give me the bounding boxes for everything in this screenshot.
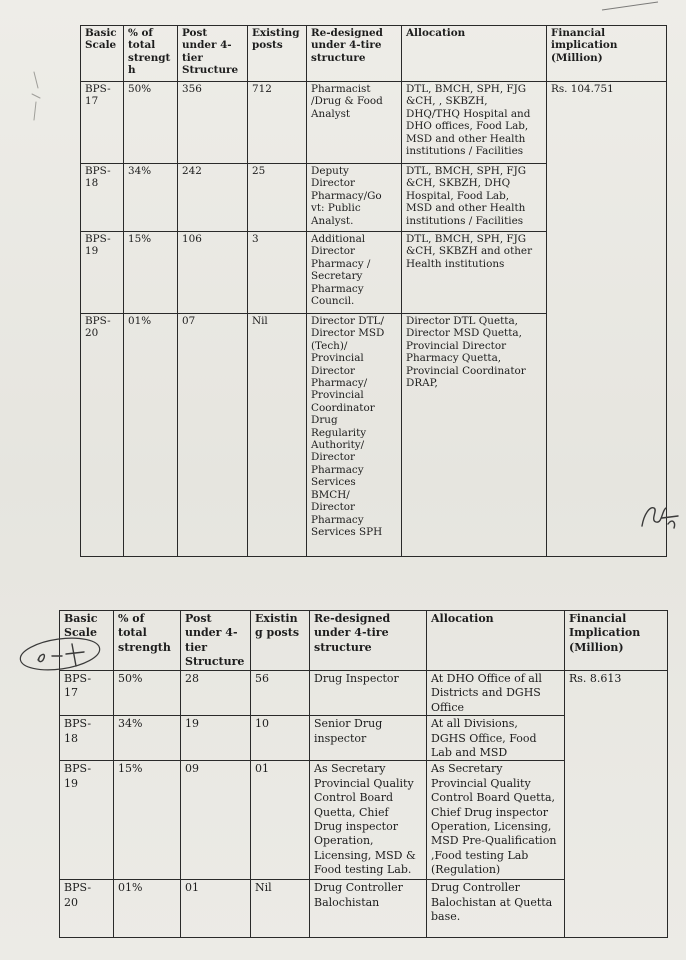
cell-post: 106 (178, 232, 248, 314)
header-post-under-4-tier: Post under 4- tier Structure (181, 611, 251, 671)
header-percent-total-strength: % of total strength (124, 26, 178, 82)
cell-redesigned: Director DTL/ Director MSD (Tech)/ Provincial Director Pharmacy/ Provincial Coordinator Drug Regularity Authority/ Director Pharmacy Services BMCH/ Director Pharmacy Services SPH (307, 314, 402, 557)
header-allocation: Allocation (402, 26, 547, 82)
cell-percent: 01% (124, 314, 178, 557)
table-header-row (81, 26, 667, 82)
table-header-row (60, 611, 668, 671)
header-existing-posts: Existing posts (248, 26, 307, 82)
cell-existing: 25 (248, 164, 307, 232)
cell-scale: BPS- 20 (81, 314, 124, 557)
cell-percent: 34% (124, 164, 178, 232)
cell-percent: 01% (114, 880, 181, 938)
cell-post: 356 (178, 82, 248, 164)
cell-existing: Nil (248, 314, 307, 557)
cell-scale: BPS- 19 (60, 761, 114, 880)
cell-allocation: DTL, BMCH, SPH, FJG &CH, SKBZH, DHQ Hospital, Food Lab, MSD and other Health institutions / Facilities (402, 164, 547, 232)
cell-scale: BPS- 17 (81, 82, 124, 164)
cell-post: 01 (181, 880, 251, 938)
cell-existing: 56 (251, 671, 310, 716)
cell-allocation: At all Divisions, DGHS Office, Food Lab and MSD (427, 716, 565, 761)
cell-post: 19 (181, 716, 251, 761)
cell-scale: BPS- 18 (60, 716, 114, 761)
cell-existing: 01 (251, 761, 310, 880)
header-financial-implication: Financial Implication (Million) (565, 611, 668, 671)
cell-existing: Nil (251, 880, 310, 938)
table-row (81, 82, 667, 164)
handwritten-circled-mark-icon (14, 626, 106, 674)
table-row (60, 671, 668, 716)
cell-existing: 712 (248, 82, 307, 164)
cell-post: 242 (178, 164, 248, 232)
cell-scale: BPS- 17 (60, 671, 114, 716)
handwritten-initials-icon (632, 500, 682, 532)
cell-redesigned: Drug Inspector (310, 671, 427, 716)
cell-percent: 34% (114, 716, 181, 761)
cell-redesigned: Drug Controller Balochistan (310, 880, 427, 938)
cell-existing: 3 (248, 232, 307, 314)
cell-scale: BPS- 18 (81, 164, 124, 232)
cell-redesigned: Additional Director Pharmacy / Secretary Pharmacy Council. (307, 232, 402, 314)
cell-redesigned: Deputy Director Pharmacy/Go vt: Public Analyst. (307, 164, 402, 232)
cell-post: 07 (178, 314, 248, 557)
header-existing-posts: Existin g posts (251, 611, 310, 671)
cell-percent: 50% (124, 82, 178, 164)
header-post-under-4-tier: Post under 4- tier Structure (178, 26, 248, 82)
cell-financial-implication: Rs. 8.613 (565, 671, 668, 938)
header-allocation: Allocation (427, 611, 565, 671)
cell-redesigned: Pharmacist /Drug & Food Analyst (307, 82, 402, 164)
cell-post: 28 (181, 671, 251, 716)
cell-percent: 15% (114, 761, 181, 880)
pharmacy-structure-table (80, 25, 667, 557)
cell-allocation: DTL, BMCH, SPH, FJG &CH, , SKBZH, DHQ/THQ Hospital and DHO offices, Food Lab, MSD and other Health institutions / Facilities (402, 82, 547, 164)
cell-allocation: Drug Controller Balochistan at Quetta base. (427, 880, 565, 938)
header-percent-total-strength: % of total strength (114, 611, 181, 671)
cell-allocation: DTL, BMCH, SPH, FJG &CH, SKBZH and other Health institutions (402, 232, 547, 314)
cell-percent: 50% (114, 671, 181, 716)
header-redesigned-structure: Re-designed under 4-tire structure (310, 611, 427, 671)
cell-existing: 10 (251, 716, 310, 761)
cell-scale: BPS- 19 (81, 232, 124, 314)
cell-financial-implication: Rs. 104.751 (547, 82, 667, 557)
cell-percent: 15% (124, 232, 178, 314)
header-basic-scale: Basic Scale (60, 611, 114, 671)
drug-inspector-structure-table (59, 610, 668, 938)
cell-scale: BPS- 20 (60, 880, 114, 938)
cell-allocation: At DHO Office of all Districts and DGHS Office (427, 671, 565, 716)
scan-smudge-icon (28, 68, 56, 128)
cell-post: 09 (181, 761, 251, 880)
cell-allocation: Director DTL Quetta, Director MSD Quetta, Provincial Director Pharmacy Quetta, Provincial Coordinator DRAP, (402, 314, 547, 557)
cell-redesigned: Senior Drug inspector (310, 716, 427, 761)
header-financial-implication: Financial implication (Million) (547, 26, 667, 82)
cell-redesigned: As Secretary Provincial Quality Control Board Quetta, Chief Drug inspector Operation, Licensing, MSD & Food testing Lab. (310, 761, 427, 880)
cell-allocation: As Secretary Provincial Quality Control Board Quetta, Chief Drug inspector Operation, Licensing, MSD Pre-Qualification ,Food testing Lab (Regulation) (427, 761, 565, 880)
header-redesigned-structure: Re-designed under 4-tire structure (307, 26, 402, 82)
page-fold-line-icon (600, 0, 660, 18)
header-basic-scale: Basic Scale (81, 26, 124, 82)
